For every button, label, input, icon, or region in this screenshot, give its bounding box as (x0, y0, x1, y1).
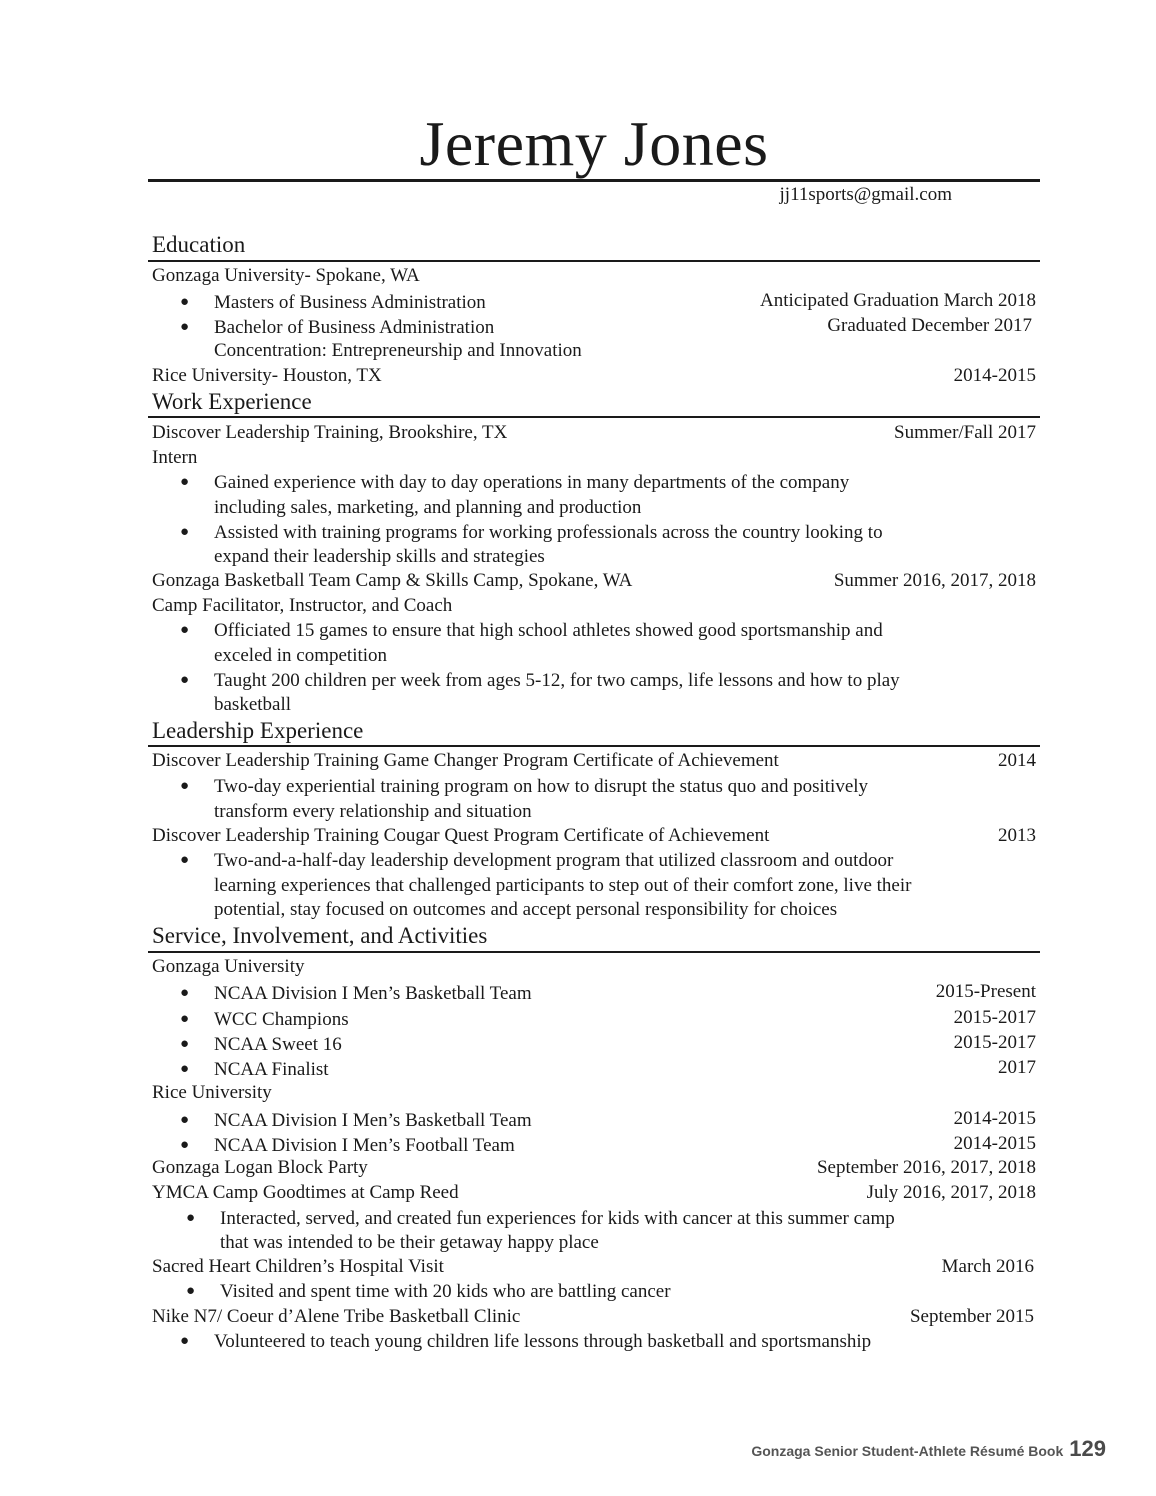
list-item-cont: potential, stay focused on outcomes and accept personal responsibility for choices (214, 899, 838, 920)
bullet-icon: ● (180, 622, 190, 638)
list-item: ● Volunteered to teach young children life lessons through basketball and sportsmanship (180, 1331, 872, 1352)
list-item: ● Taught 200 children per week from ages 5-12, for two camps, life lessons and how to play (180, 670, 900, 691)
concentration: Concentration: Entrepreneurship and Innovation (214, 340, 582, 361)
email-address[interactable]: jj11sports@gmail.com (779, 184, 952, 205)
section-title-work: Work Experience (152, 389, 312, 414)
leadership-item: Discover Leadership Training Game Changer Program Certificate of Achievement 2014 (152, 750, 1036, 771)
list-item: ● Gained experience with day to day operations in many departments of the company (180, 472, 850, 493)
activity-ymca: YMCA Camp Goodtimes at Camp Reed July 2016, 2017, 2018 (152, 1182, 1036, 1203)
bullet-icon: ● (180, 985, 190, 1001)
job-date: Summer/Fall 2017 (894, 422, 1036, 443)
activity-logan: Gonzaga Logan Block Party September 2016, 2017, 2018 (152, 1157, 1036, 1178)
resume-name: Jeremy Jones (419, 108, 769, 179)
bullet-icon: ● (186, 1210, 196, 1226)
bullet-icon: ● (180, 319, 190, 335)
job-role: Intern (152, 447, 198, 468)
job-discover: Discover Leadership Training, Brookshire, TX Summer/Fall 2017 (152, 422, 1036, 443)
bullet-icon: ● (180, 524, 190, 540)
list-item-cont: that was intended to be their getaway happy place (220, 1232, 599, 1253)
section-title-education: Education (152, 232, 246, 257)
degree-mba: ● Masters of Business Administration Anticipated Graduation March 2018 (180, 290, 1036, 313)
bullet-icon: ● (180, 294, 190, 310)
list-item: ● Officiated 15 games to ensure that high school athletes showed good sportsmanship and (180, 620, 883, 641)
section-divider (148, 260, 1040, 262)
job-role: Camp Facilitator, Instructor, and Coach (152, 595, 453, 616)
leadership-date: 2014 (998, 750, 1036, 771)
leadership-date: 2013 (998, 825, 1036, 846)
list-item-cont: learning experiences that challenged participants to step out of their comfort zone, live their (214, 875, 912, 896)
bullet-icon: ● (180, 852, 190, 868)
bullet-icon: ● (180, 778, 190, 794)
list-item: ● Assisted with training programs for working professionals across the country looking to (180, 522, 883, 543)
list-item: ● NCAA Sweet 16 2015-2017 (180, 1032, 1036, 1055)
leadership-item: Discover Leadership Training Cougar Quest Program Certificate of Achievement 2013 (152, 825, 1036, 846)
list-item: ● Visited and spent time with 20 kids who are battling cancer (186, 1281, 671, 1302)
org-rice: Rice University (152, 1082, 272, 1103)
list-item: ● NCAA Division I Men’s Football Team 2014-2015 (180, 1133, 1036, 1156)
bullet-icon: ● (180, 1112, 190, 1128)
list-item-cont: exceled in competition (214, 645, 388, 666)
job-date: Summer 2016, 2017, 2018 (833, 570, 1036, 591)
section-divider (148, 745, 1040, 747)
school-date: 2014-2015 (953, 365, 1036, 386)
list-item: ● Two-day experiential training program on how to disrupt the status quo and positively (180, 776, 869, 797)
section-title-leadership: Leadership Experience (152, 718, 364, 743)
list-item: ● NCAA Division I Men’s Basketball Team 2014-2015 (180, 1108, 1036, 1131)
bullet-icon: ● (180, 1061, 190, 1077)
activity-nike: Nike N7/ Coeur d’Alene Tribe Basketball Clinic September 2015 (152, 1306, 1034, 1327)
degree-date: Graduated December 2017 (827, 315, 1032, 336)
list-item: ● WCC Champions 2015-2017 (180, 1007, 1036, 1030)
list-item: ● Two-and-a-half-day leadership development program that utilized classroom and outdoor (180, 850, 894, 871)
bullet-icon: ● (180, 1011, 190, 1027)
bullet-icon: ● (180, 672, 190, 688)
footer-title: Gonzaga Senior Student-Athlete Résumé Book (751, 1443, 1064, 1459)
list-item-cont: including sales, marketing, and planning and production (214, 497, 642, 518)
job-camp: Gonzaga Basketball Team Camp & Skills Camp, Spokane, WA Summer 2016, 2017, 2018 (152, 570, 1036, 591)
section-divider (148, 416, 1040, 418)
page-number: 129 (1069, 1436, 1106, 1461)
degree-date: Anticipated Graduation March 2018 (760, 290, 1036, 311)
org-gonzaga: Gonzaga University (152, 956, 305, 977)
list-item-cont: expand their leadership skills and strategies (214, 546, 545, 567)
school-rice: Rice University- Houston, TX 2014-2015 (152, 365, 1036, 386)
list-item-cont: basketball (214, 694, 292, 715)
activity-sacred-heart: Sacred Heart Children’s Hospital Visit March 2016 (152, 1256, 1034, 1277)
school-gonzaga: Gonzaga University- Spokane, WA (152, 265, 420, 286)
section-title-service: Service, Involvement, and Activities (152, 923, 488, 948)
degree-bba: ● Bachelor of Business Administration Graduated December 2017 (180, 315, 1032, 338)
page-footer (640, 1434, 1106, 1466)
list-item: ● Interacted, served, and created fun experiences for kids with cancer at this summer camp (186, 1208, 895, 1229)
bullet-icon: ● (180, 1036, 190, 1052)
bullet-icon: ● (180, 1333, 190, 1349)
bullet-icon: ● (180, 474, 190, 490)
list-item: ● NCAA Finalist 2017 (180, 1057, 1036, 1080)
list-item: ● NCAA Division I Men’s Basketball Team 2015-Present (180, 981, 1036, 1004)
list-item-cont: transform every relationship and situation (214, 801, 532, 822)
bullet-icon: ● (186, 1283, 196, 1299)
bullet-icon: ● (180, 1137, 190, 1153)
section-divider (148, 951, 1040, 953)
